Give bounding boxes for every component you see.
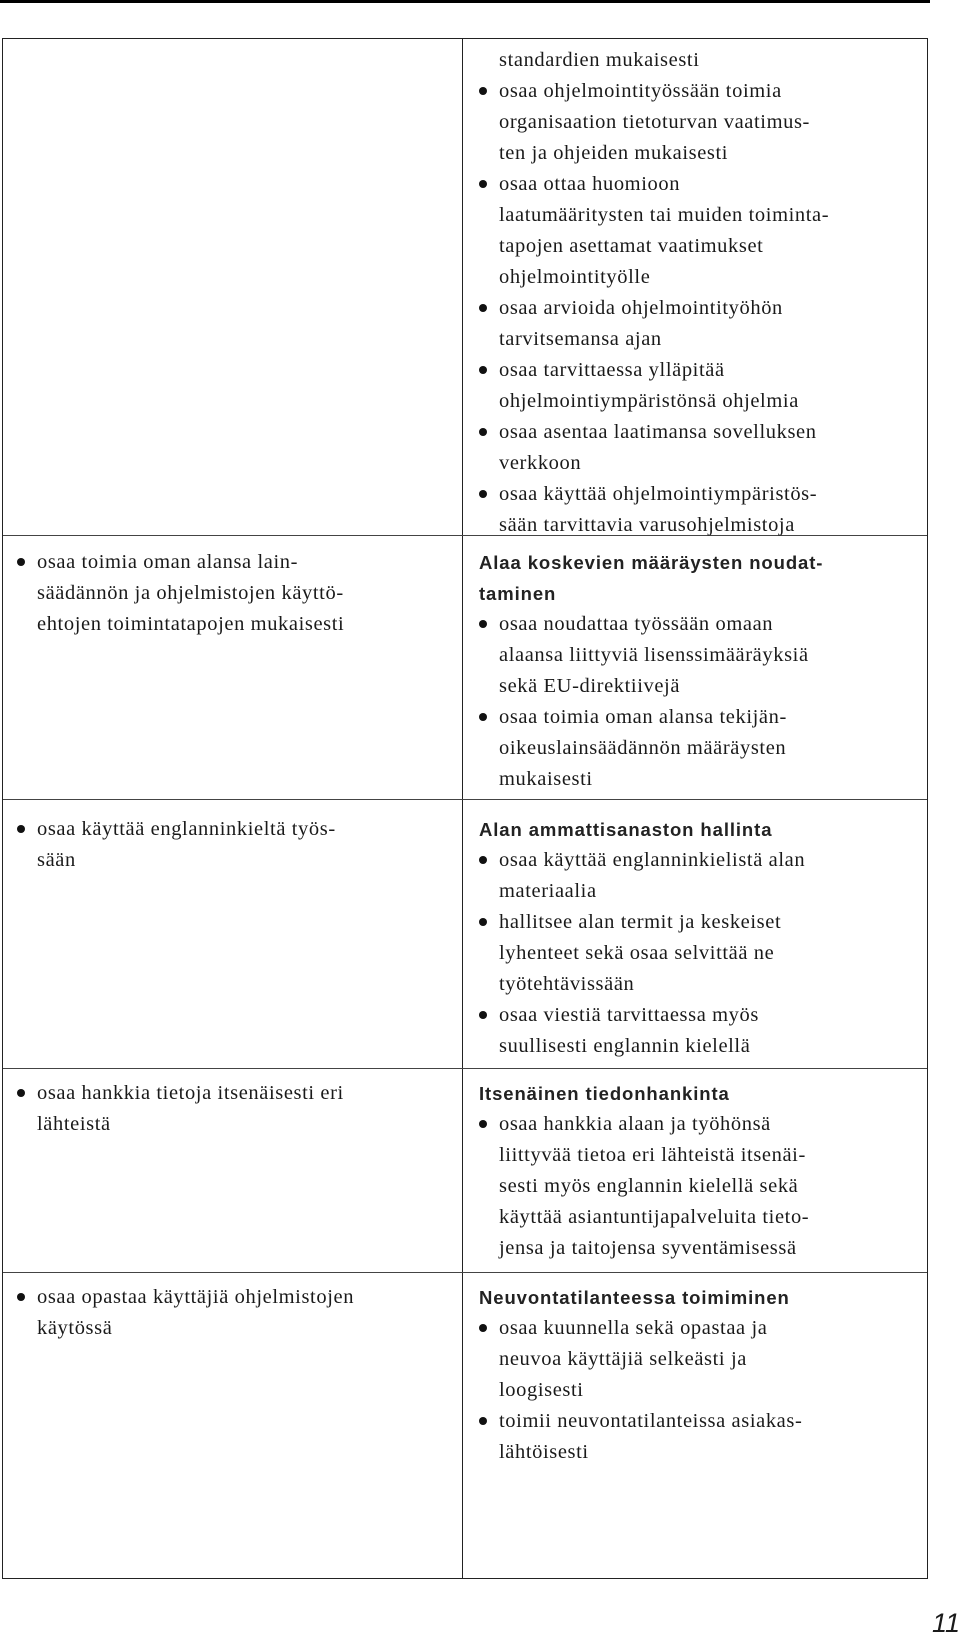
list-item-line: osaa hankkia alaan ja työhönsä xyxy=(499,1113,771,1135)
list-item-line: käytössä xyxy=(37,1317,113,1339)
bullet-icon xyxy=(479,620,487,628)
list-item xyxy=(479,1000,919,1062)
list-item-line: ohjelmointityölle xyxy=(499,266,651,288)
list-item-line: osaa tarvittaessa ylläpitää xyxy=(499,359,725,381)
bullet-icon xyxy=(479,1417,487,1425)
list-item xyxy=(479,1313,919,1406)
bullet-icon xyxy=(479,180,487,188)
row-divider xyxy=(3,799,927,800)
list-item-line: liittyvää tietoa eri lähteistä itsenäi- xyxy=(499,1144,806,1166)
list-item-line: sään tarvittavia varusohjelmistoja xyxy=(499,514,795,536)
list-item xyxy=(479,355,919,417)
list-item-line: alaansa liittyviä lisenssimääräyksiä xyxy=(499,644,809,666)
list-item-line: sesti myös englannin kielellä sekä xyxy=(499,1175,799,1197)
list-item-line: hallitsee alan termit ja keskeiset xyxy=(499,911,782,933)
section-heading: Neuvontatilanteessa toimiminen xyxy=(479,1287,790,1308)
row-2-objective xyxy=(17,814,457,876)
list-item xyxy=(479,417,919,479)
row-4-criteria xyxy=(479,1282,919,1468)
list-item-line: lyhenteet sekä osaa selvittää ne xyxy=(499,942,775,964)
list-item-line: säädännön ja ohjelmistojen käyttö- xyxy=(37,582,344,604)
bullet-icon xyxy=(17,558,25,566)
continuation-lead: standardien mukaisesti xyxy=(499,49,700,71)
bullet-icon xyxy=(479,918,487,926)
list-item-line: osaa kuunnella sekä opastaa ja xyxy=(499,1317,768,1339)
bullet-icon xyxy=(479,366,487,374)
list-item-line: osaa opastaa käyttäjiä ohjelmistojen xyxy=(37,1286,355,1308)
bullet-icon xyxy=(479,1120,487,1128)
list-item xyxy=(479,169,919,293)
list-item-line: osaa toimia oman alansa tekijän- xyxy=(499,706,787,728)
section-heading: Alaa koskevien määräysten noudat- xyxy=(479,552,824,573)
list-item-line: osaa käyttää englanninkielistä alan xyxy=(499,849,806,871)
list-item-line: käyttää asiantuntijapalveluita tieto- xyxy=(499,1206,810,1228)
column-divider xyxy=(462,39,463,1578)
bullet-icon xyxy=(479,856,487,864)
list-item-line: tapojen asettamat vaatimukset xyxy=(499,235,764,257)
bullet-icon xyxy=(17,1293,25,1301)
row-4-objective xyxy=(17,1282,457,1344)
list-item-line: osaa hankkia tietoja itsenäisesti eri xyxy=(37,1082,344,1104)
list-item-line: oikeuslainsäädännön määräysten xyxy=(499,737,787,759)
bullet-icon xyxy=(17,825,25,833)
list-item-line: laatumääritysten tai muiden toiminta- xyxy=(499,204,830,226)
list-item-line: jensa ja taitojensa syventämisessä xyxy=(499,1237,797,1259)
list-item-line: osaa noudattaa työssään omaan xyxy=(499,613,774,635)
list-item xyxy=(479,293,919,355)
bullet-icon xyxy=(479,1324,487,1332)
list-item-line: mukaisesti xyxy=(499,768,593,790)
list-item xyxy=(479,845,919,907)
list-item xyxy=(17,547,457,640)
list-item-line: ohjelmointiympäristönsä ohjelmia xyxy=(499,390,799,412)
row-divider xyxy=(3,1272,927,1273)
list-item xyxy=(479,907,919,1000)
list-item xyxy=(17,1078,457,1140)
section-heading: Alan ammattisanaston hallinta xyxy=(479,819,773,840)
row-2-criteria xyxy=(479,814,919,1062)
bullet-icon xyxy=(479,1011,487,1019)
list-item-line: osaa käyttää ohjelmointiympäristös- xyxy=(499,483,818,505)
list-item-line: ehtojen toimintatapojen mukaisesti xyxy=(37,613,345,635)
list-item-line: sään xyxy=(37,849,76,871)
bullet-icon xyxy=(479,490,487,498)
list-item-line: lähtöisesti xyxy=(499,1441,589,1463)
list-item-line: työtehtävissään xyxy=(499,973,635,995)
bullet-icon xyxy=(17,1089,25,1097)
list-item xyxy=(17,814,457,876)
row-1-objective xyxy=(17,547,457,640)
list-item-line: suullisesti englannin kielellä xyxy=(499,1035,751,1057)
list-item xyxy=(479,1109,919,1264)
list-item-line: osaa arvioida ohjelmointityöhön xyxy=(499,297,783,319)
list-item-line: organisaation tietoturvan vaatimus- xyxy=(499,111,810,133)
list-item xyxy=(479,702,919,795)
list-item-line: neuvoa käyttäjiä selkeästi ja xyxy=(499,1348,747,1370)
list-item-line: tarvitsemansa ajan xyxy=(499,328,662,350)
list-item-line: osaa toimia oman alansa lain- xyxy=(37,551,299,573)
list-item-line: osaa ohjelmointityössään toimia xyxy=(499,80,782,102)
list-item-line: ten ja ohjeiden mukaisesti xyxy=(499,142,729,164)
row-divider xyxy=(3,1068,927,1069)
bullet-icon xyxy=(479,428,487,436)
list-item xyxy=(479,479,919,541)
list-item-line: osaa käyttää englanninkieltä työs- xyxy=(37,818,336,840)
list-item-line: verkkoon xyxy=(499,452,582,474)
list-item-line: sekä EU-direktiivejä xyxy=(499,675,681,697)
list-item-line: materiaalia xyxy=(499,880,597,902)
row-3-criteria xyxy=(479,1078,919,1264)
list-item xyxy=(479,609,919,702)
section-heading: taminen xyxy=(479,583,557,604)
list-item-line: lähteistä xyxy=(37,1113,111,1135)
page-number: 11 xyxy=(931,1608,960,1638)
list-item-line: loogisesti xyxy=(499,1379,584,1401)
list-item-line: toimii neuvontatilanteissa asiakas- xyxy=(499,1410,803,1432)
bullet-icon xyxy=(479,304,487,312)
competence-table xyxy=(2,38,928,1579)
bullet-icon xyxy=(479,87,487,95)
list-item xyxy=(17,1282,457,1344)
row-3-objective xyxy=(17,1078,457,1140)
top-continuation-cell xyxy=(479,45,919,541)
list-item-line: osaa ottaa huomioon xyxy=(499,173,681,195)
list-item xyxy=(479,1406,919,1468)
list-item-line: osaa asentaa laatimansa sovelluksen xyxy=(499,421,817,443)
row-1-criteria xyxy=(479,547,919,795)
top-rule xyxy=(0,0,930,3)
list-item-line: osaa viestiä tarvittaessa myös xyxy=(499,1004,759,1026)
bullet-icon xyxy=(479,713,487,721)
section-heading: Itsenäinen tiedonhankinta xyxy=(479,1083,730,1104)
list-item xyxy=(479,76,919,169)
